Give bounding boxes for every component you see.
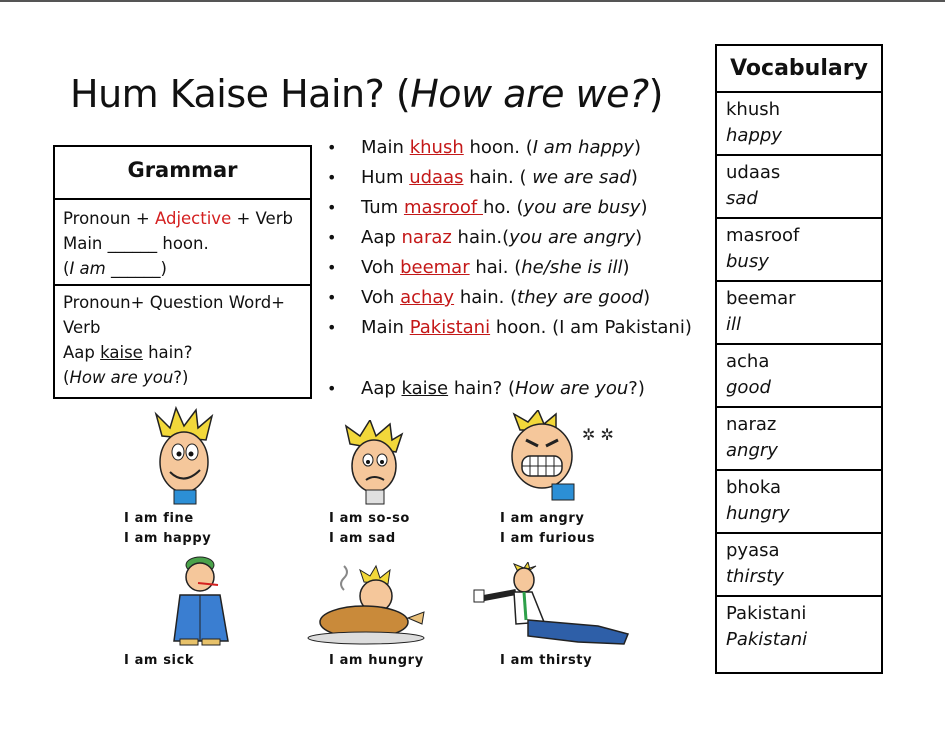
happy-face-illustration [148, 406, 220, 506]
example-sentences [327, 135, 692, 406]
svg-text:✲ ✲: ✲ ✲ [582, 425, 614, 444]
grammar-rule-adjective: Pronoun + Adjective + Verb Main ______ hoon. (I am ______) [55, 200, 310, 286]
grammar-box [53, 145, 312, 399]
thirsty-person-illustration [468, 562, 634, 646]
vocabulary-row: Pakistani Pakistani [726, 603, 808, 650]
vocabulary-row: bhoka hungry [717, 471, 881, 534]
vocabulary-heading: Vocabulary [717, 46, 881, 93]
hungry-person-illustration [304, 562, 428, 646]
vocabulary-row: acha good [717, 345, 881, 408]
caption-soso: I am so-so I am sad [329, 511, 410, 546]
vocabulary-row: pyasa thirsty [717, 534, 881, 597]
vocabulary-row: udaas sad [717, 156, 881, 219]
sick-person-illustration [168, 555, 234, 647]
vocabulary-row: khush happy [717, 93, 881, 156]
vocabulary-table [715, 44, 883, 674]
sad-face-illustration [340, 420, 406, 506]
caption-hungry: I am hungry [329, 653, 424, 668]
caption-fine: I am fine I am happy [124, 511, 212, 546]
sentence-item: • Main khush hoon. (I am happy) [327, 135, 692, 165]
caption-sick: I am sick [124, 653, 195, 668]
page-title: Hum Kaise Hain? (How are we?) [70, 72, 663, 116]
angry-face-illustration [500, 410, 620, 502]
caption-thirsty: I am thirsty [500, 653, 593, 668]
question-sentence: • Aap kaise hain? (How are you?) [327, 376, 692, 406]
vocabulary-row: naraz angry [717, 408, 881, 471]
vocabulary-row: beemar ill [717, 282, 881, 345]
sentence-item: • Main Pakistani hoon. (I am Pakistani) [327, 315, 692, 345]
caption-angry: I am angry I am furious [500, 511, 596, 546]
sentence-item: • Hum udaas hain. ( we are sad) [327, 165, 692, 195]
sentence-item: • Tum masroof ho. (you are busy) [327, 195, 692, 225]
sentence-item: • Voh beemar hai. (he/she is ill) [327, 255, 692, 285]
sentence-item: • Voh achay hain. (they are good) [327, 285, 692, 315]
sentence-item: • Aap naraz hain.(you are angry) [327, 225, 692, 255]
top-border [0, 0, 945, 2]
vocabulary-row: masroof busy [717, 219, 881, 282]
grammar-heading: Grammar [55, 147, 310, 200]
grammar-rule-question: Pronoun+ Question Word+ Verb Aap kaise hain? (How are you?) [63, 293, 285, 387]
